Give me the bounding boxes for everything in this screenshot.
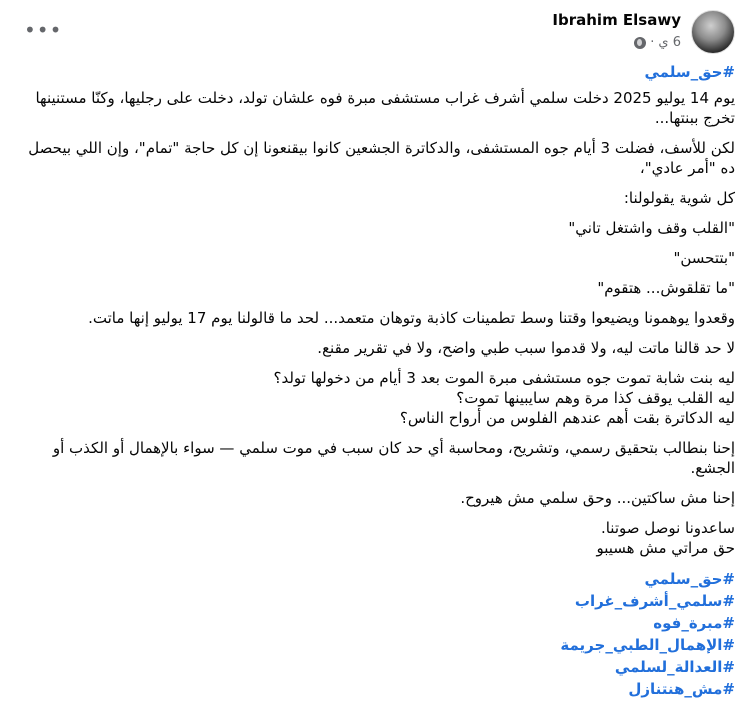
hashtag-top[interactable]: #حق_سلمي [644, 63, 735, 81]
closing-line-2: حق مراتي مش هسيبو [596, 539, 735, 557]
hashtag-1[interactable]: #حق_سلمي [644, 570, 735, 588]
hashtag-6[interactable]: #مش_هنتنازل [628, 680, 735, 698]
paragraph-7: إحنا مش ساكتين... وحق سلمي مش هيروح. [460, 489, 735, 507]
closing-block [18, 518, 735, 558]
meta-separator: · [650, 35, 655, 50]
post-header [10, 8, 737, 58]
more-options-icon[interactable]: ••• [24, 18, 63, 42]
quote-1: "القلب وقف واشتغل تاني" [568, 219, 735, 237]
globe-icon[interactable] [634, 37, 646, 49]
quote-2: "بتتحسن" [673, 249, 735, 267]
paragraph-6: إحنا بنطالب بتحقيق رسمي، وتشريح، ومحاسبة أي حد كان سبب في موت سلمي — سواء بالإهمال أو الكذب أو الجشع. [52, 439, 735, 477]
paragraph-5: لا حد قالنا ماتت ليه، ولا قدموا سبب طبي واضح، ولا في تقرير مقنع. [317, 339, 735, 357]
author-name[interactable]: Ibrahim Elsawy [552, 11, 681, 29]
closing-line-1: ساعدونا نوصل صوتنا. [600, 519, 735, 537]
paragraph-3: كل شوية يقولولنا: [623, 189, 735, 207]
hashtag-3[interactable]: #مبرة_فوه [653, 614, 735, 632]
quote-3: "ما تقلقوش... هتقوم" [597, 279, 735, 297]
paragraph-1: يوم 14 يوليو 2025 دخلت سلمي أشرف غراب مستشفى مبرة فوه علشان تولد، دخلت على رجليها، وكنّا مستنينها تخرج ببنتها... [35, 89, 735, 127]
question-2: ليه القلب يوقف كذا مرة وهم سايبينها تموت؟ [456, 389, 735, 407]
question-3: ليه الدكاترة بقت أهم عندهم الفلوس من أرواح الناس؟ [399, 409, 735, 427]
paragraph-4: وقعدوا يوهمونا ويضيعوا وقتنا وسط تطمينات كاذبة وتوهان متعمد... لحد ما قالولنا يوم 17 يوليو إنها ماتت. [88, 309, 735, 327]
questions-block [18, 368, 735, 428]
author-avatar[interactable] [691, 10, 735, 54]
question-1: ليه بنت شابة تموت جوه مستشفى مبرة الموت بعد 3 أيام من دخولها تولد؟ [273, 369, 735, 387]
post-meta [634, 35, 681, 50]
hashtag-4[interactable]: #الإهمال_الطبي_جريمة [560, 636, 735, 654]
hashtag-5[interactable]: #العدالة_لسلمي [614, 658, 735, 676]
post-time[interactable]: 6 ي [658, 35, 681, 50]
post-body [18, 62, 735, 700]
paragraph-2: لكن للأسف، فضلت 3 أيام جوه المستشفى، والدكاترة الجشعين كانوا بيقنعونا إن كل حاجة "تمام"، وإن اللي بيحصل ده "أمر عادي"، [28, 139, 735, 177]
hashtag-list [18, 568, 735, 700]
hashtag-2[interactable]: #سلمي_أشرف_غراب [574, 592, 735, 610]
